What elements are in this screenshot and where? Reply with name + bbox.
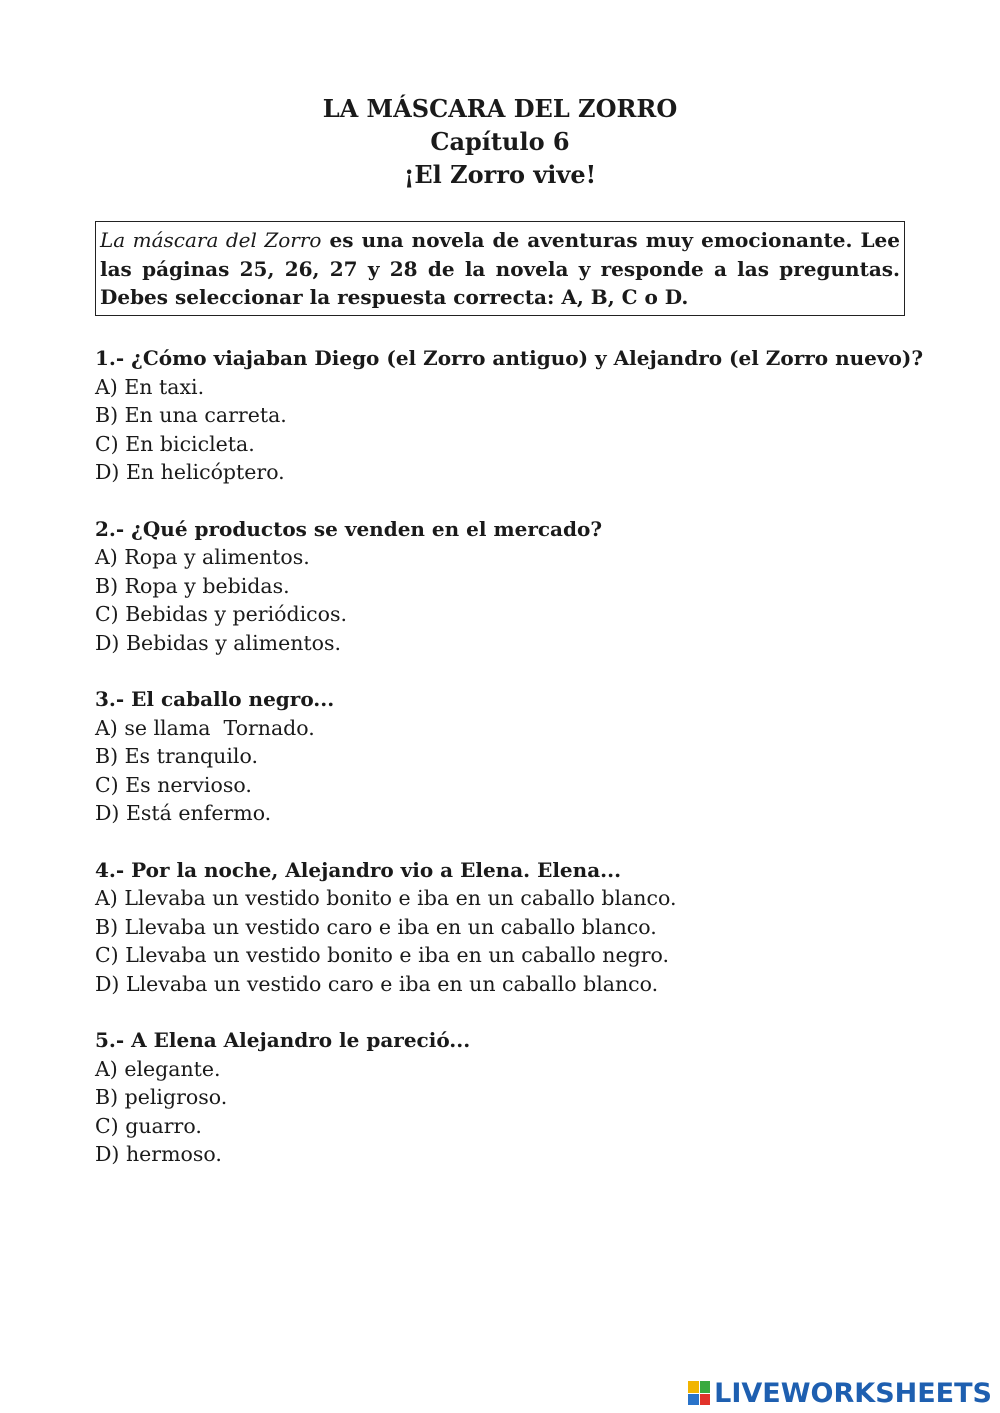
question-title: 2.- ¿Qué productos se venden en el mercado? [95, 516, 603, 541]
document-title: LA MÁSCARA DEL ZORRO [322, 94, 678, 123]
answer-option[interactable]: D) Está enfermo. [95, 801, 272, 825]
document-header [0, 92, 1000, 191]
answer-option[interactable]: A) Llevaba un vestido bonito e iba en un caballo blanco. [95, 886, 677, 910]
book-title: La máscara del Zorro [100, 228, 322, 252]
answer-option[interactable]: D) Llevaba un vestido caro e iba en un caballo blanco. [95, 971, 659, 996]
answer-option[interactable]: B) Es tranquilo. [95, 744, 258, 768]
instructions-box [95, 221, 905, 316]
answer-option[interactable]: D) Bebidas y alimentos. [95, 630, 342, 655]
answer-option[interactable]: C) Es nervioso. [95, 772, 252, 797]
answer-option[interactable]: D) hermoso. [95, 1142, 222, 1166]
logo-text: LIVEWORKSHEETS [714, 1377, 992, 1409]
question-1 [95, 344, 924, 487]
answer-option[interactable]: B) peligroso. [95, 1085, 228, 1109]
question-4 [95, 856, 915, 999]
answer-option[interactable]: D) En helicóptero. [95, 460, 285, 484]
chapter-label: Capítulo 6 [430, 127, 570, 156]
answer-option[interactable]: C) guarro. [95, 1113, 202, 1138]
answer-option[interactable]: C) En bicicleta. [95, 431, 255, 456]
question-2 [95, 515, 915, 658]
question-title: 4.- Por la noche, Alejandro vio a Elena. Elena... [95, 857, 622, 882]
instructions-text: es una novela de aventuras muy emocionante. Lee las páginas 25, 26, 27 y 28 de la novela y responde a las preguntas. Debes seleccionar la respuesta correcta: A, B, C o D. [100, 228, 900, 309]
question-title: 5.- A Elena Alejandro le pareció... [95, 1028, 471, 1052]
questions-list [95, 344, 924, 1197]
answer-option[interactable]: A) En taxi. [95, 374, 205, 399]
question-3 [95, 685, 915, 828]
question-title: 1.- ¿Cómo viajaban Diego (el Zorro antiguo) y Alejandro (el Zorro nuevo)? [95, 346, 924, 370]
question-5 [95, 1026, 915, 1169]
chapter-subtitle: ¡El Zorro vive! [403, 160, 597, 189]
answer-option[interactable]: A) se llama Tornado. [95, 715, 315, 740]
answer-option[interactable]: A) elegante. [95, 1056, 221, 1081]
liveworksheets-logo [688, 1377, 992, 1409]
answer-option[interactable]: A) Ropa y alimentos. [95, 545, 310, 569]
answer-option[interactable]: C) Llevaba un vestido bonito e iba en un caballo negro. [95, 943, 670, 967]
answer-option[interactable]: C) Bebidas y periódicos. [95, 602, 348, 626]
question-title: 3.- El caballo negro... [95, 687, 335, 711]
answer-option[interactable]: B) En una carreta. [95, 403, 287, 427]
answer-option[interactable]: B) Llevaba un vestido caro e iba en un caballo blanco. [95, 914, 657, 939]
liveworksheets-logo-icon [688, 1381, 710, 1405]
answer-option[interactable]: B) Ropa y bebidas. [95, 573, 290, 598]
